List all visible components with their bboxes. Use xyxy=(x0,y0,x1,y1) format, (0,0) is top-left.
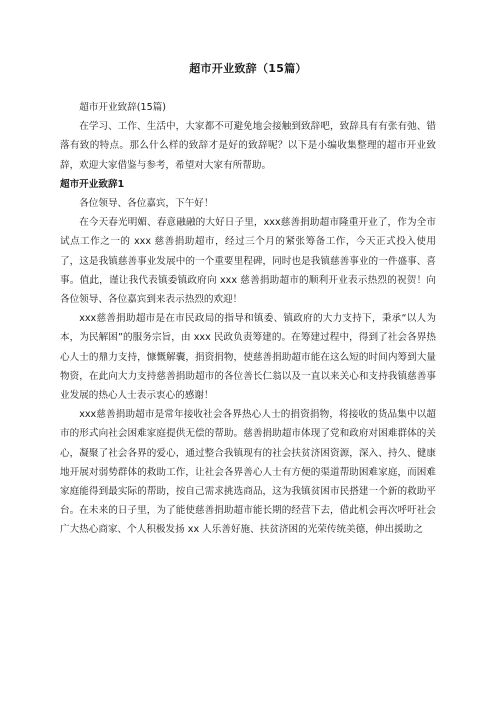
greeting-paragraph: 各位领导、各位嘉宾，下午好！ xyxy=(79,198,214,210)
subtitle-paragraph: 超市开业致辞(15篇) xyxy=(79,102,167,113)
body-paragraph: xxx慈善捐助超市是在市民政局的指导和镇委、镇政府的大力支持下，秉承“以人为本，为民解困”的服务宗旨，由 xxx 民政负责筹建的。在筹建过程中，得到了社会各界热心人士的鼎力支持，慷慨解囊，捐资捐物，使慈善捐助超市能在这么短的时间内筹到大量物资，在此向大力支持慈善捐助超市的各位善长仁翁以及一直以来关心和支持我镇慈善事业发展的热心人士表示衷心的感谢！ xyxy=(60,313,436,402)
intro-paragraph: 在学习、工作、生活中，大家都不可避免地会接触到致辞吧，致辞具有有张有弛、错落有致的特点。那么什么样的致辞才是好的致辞呢？以下是小编收集整理的超市开业致辞，欢迎大家借鉴与参考，希望对大家有所帮助。 xyxy=(60,121,436,171)
body-paragraph: xxx慈善捐助超市是常年接收社会各界热心人士的捐资捐物，将接收的货品集中以超市的形式向社会困难家庭提供无偿的帮助。慈善捐助超市体现了党和政府对困难群体的关心，凝聚了社会各界的爱心，通过整合我镇现有的社会扶贫济困资源，深入、持久、健康地开展对弱势群体的救助工作，让社会各界善心人士有方便的渠道帮助困难家庭，而困难家庭能得到最实际的帮助，按自己需求挑选商品，这为我镇贫困市民搭建一个新的救助平台。在未来的日子里，为了能使慈善捐助超市能长期的经营下去，借此机会再次呼吁社会广大热心商家、个人积极发扬 xx 人乐善好施、扶贫济困的光荣传统美德，伸出援助之 xyxy=(60,409,436,536)
section-heading: 超市开业致辞1 xyxy=(60,178,125,190)
document-title: 超市开业致辞（15篇） xyxy=(189,62,307,75)
body-paragraph: 在今天春光明媚、春意融融的大好日子里，xxx慈善捐助超市隆重开业了，作为全市试点工作之一的 xxx 慈善捐助超市，经过三个月的紧张筹备工作，今天正式投入使用了，这是我镇慈善事业发展中的一个重要里程碑，同时也是我镇慈善事业的一件盛事、喜事。值此，谨让我代表镇委镇政府向 xxx 慈善捐助超市的顺利开业表示热烈的祝贺！向各位领导、各位嘉宾到来表示热烈的欢迎！ xyxy=(60,217,436,306)
